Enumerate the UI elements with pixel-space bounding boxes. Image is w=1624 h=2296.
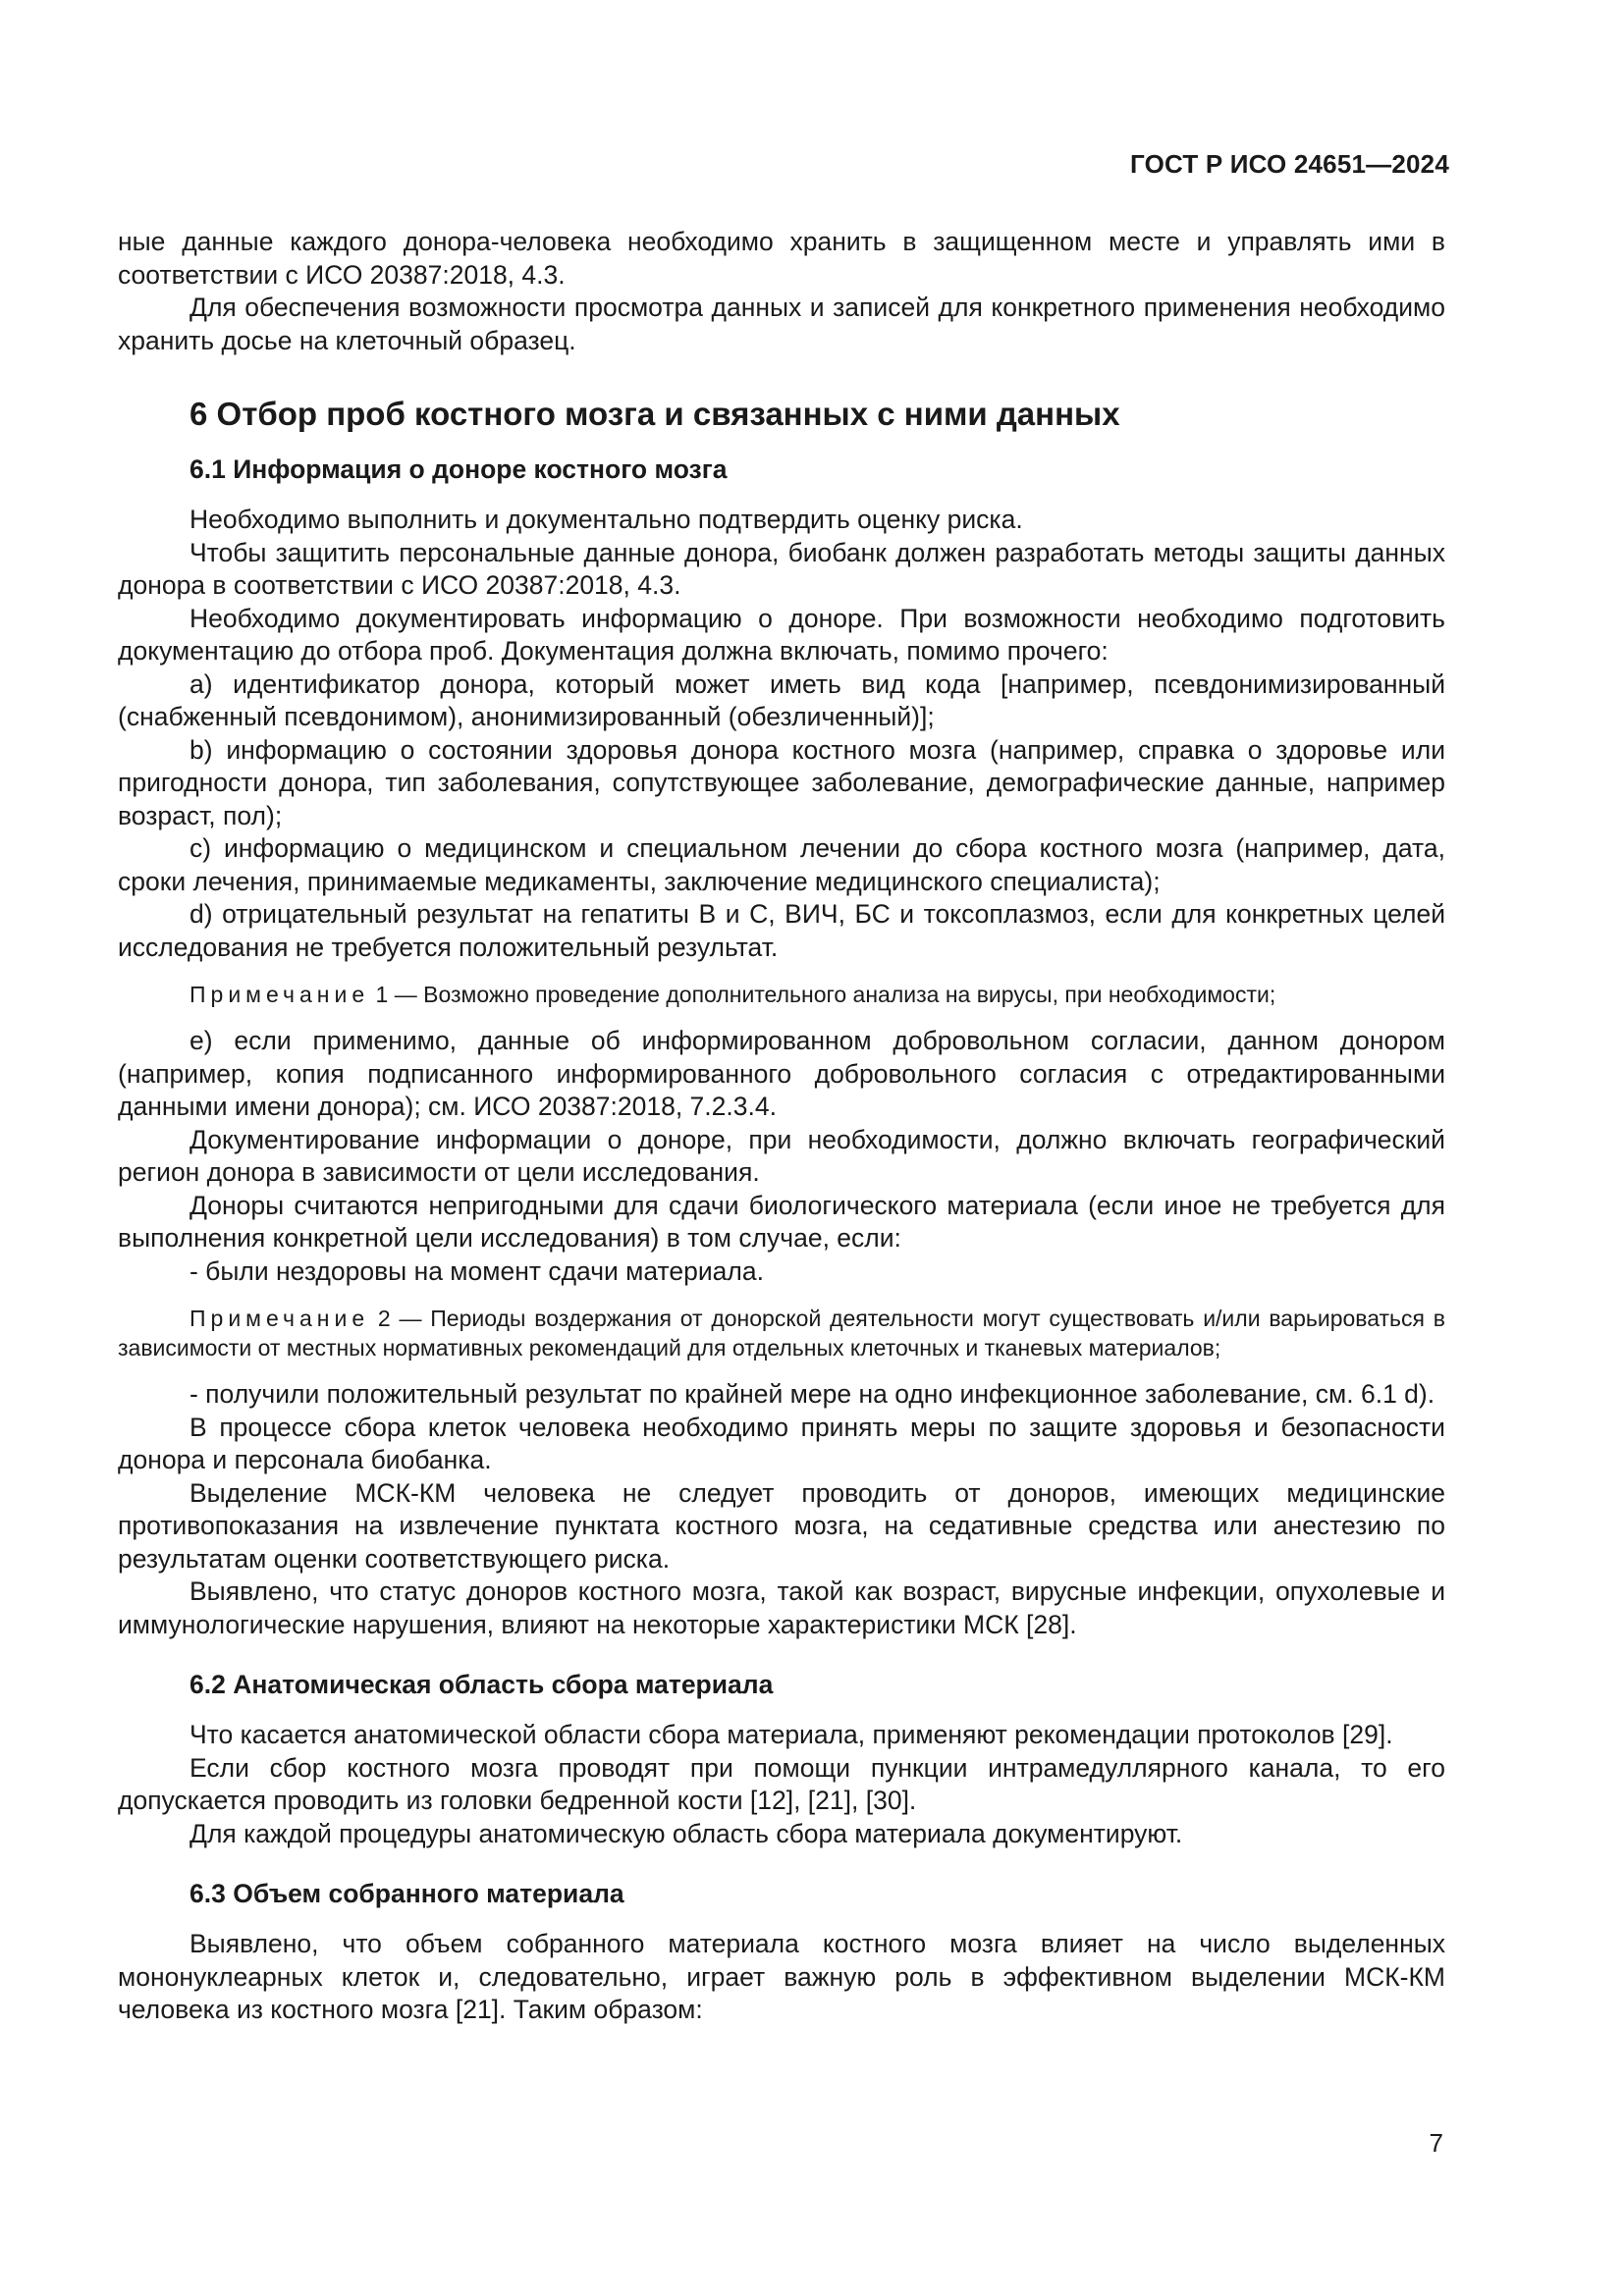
paragraph: Выделение МСК-КМ человека не следует проводить от доноров, имеющих медицинские противопоказания на извлечение пунктата костного мозга, на седативные средства или анестезию по результатам оценки соответствующего риска. (118, 1477, 1445, 1574)
dash-item: - были нездоровы на момент сдачи материала. (189, 1255, 764, 1286)
list-item: c) информацию о медицинском и специальном лечении до сбора костного мозга (например, дата, сроки лечения, принимаемые медикаменты, заключение медицинского специалиста); (118, 833, 1445, 896)
list-item: d) отрицательный результат на гепатиты В и С, ВИЧ, БС и токсоплазмоз, если для конкретных целей исследования не требуется положительный результат. (118, 899, 1445, 962)
paragraph: Для обеспечения возможности просмотра данных и записей для конкретного применения необходимо хранить досье на клеточный образец. (118, 293, 1445, 355)
note-text: 2 — Периоды воздержания от донорской деятельности могут существовать и/или варьироваться в зависимости от местных нормативных рекомендаций для отдельных клеточных и тканевых материалов; (118, 1306, 1445, 1361)
paragraph: Необходимо выполнить и документально подтвердить оценку риска. (189, 505, 1023, 534)
note-label: Примечание (189, 1306, 370, 1331)
paragraph: Если сбор костного мозга проводят при помощи пункции интрамедуллярного канала, то его допускается проводить из головки бедренной кости [12], [21], [30]. (118, 1752, 1445, 1815)
paragraph: Выявлено, что статус доноров костного мозга, такой как возраст, вирусные инфекции, опухолевые и иммунологические нарушения, влияют на некоторые характеристики МСК [28]. (118, 1576, 1445, 1639)
paragraph: Выявлено, что объем собранного материала костного мозга влияет на число выделенных мононуклеарных клеток и, следовательно, играет важную роль в эффективном выделении МСК-КМ человека из костного мозга [21]. Таким образом: (118, 1929, 1445, 2024)
note (118, 1304, 1445, 1362)
document-header: ГОСТ Р ИСО 24651—2024 (1129, 149, 1449, 179)
note-label: Примечание (189, 982, 370, 1007)
subsection-heading: 6.3 Объем собранного материала (189, 1879, 624, 1908)
paragraph: Необходимо документировать информацию о доноре. При возможности необходимо подготовить документацию до отбора проб. Документация должна включать, помимо прочего: (118, 603, 1445, 666)
list-item: e) если применимо, данные об информированном добровольном согласии, данном донором (например, копия подписанного информированного добровольного согласия с отредактированными данными имени донора); см. ИСО 20387:2018, 7.2.3.4. (118, 1026, 1445, 1121)
paragraph: Документирование информации о доноре, при необходимости, должно включать географический регион донора в зависимости от цели исследования. (118, 1124, 1445, 1187)
subsection-heading: 6.1 Информация о доноре костного мозга (189, 454, 728, 484)
paragraph: В процессе сбора клеток человека необходимо принять меры по защите здоровья и безопасности донора и персонала биобанка. (118, 1412, 1445, 1474)
paragraph: ные данные каждого донора-человека необходимо хранить в защищенном месте и управлять ими в соответствии с ИСО 20387:2018, 4.3. (118, 227, 1445, 290)
paragraph: Что касается анатомической области сбора материала, применяют рекомендации протоколов [29]. (189, 1720, 1393, 1749)
page-content (118, 226, 1445, 2027)
page-number: 7 (1429, 2128, 1443, 2158)
subsection-heading: 6.2 Анатомическая область сбора материала (189, 1670, 774, 1699)
list-item: a) идентификатор донора, который может иметь вид кода [например, псевдонимизированный (снабженный псевдонимом), анонимизированный (обезличенный)]; (118, 668, 1445, 731)
list-item: b) информацию о состоянии здоровья донора костного мозга (например, справка о здоровье или пригодности донора, тип заболевания, сопутствующее заболевание, демографические данные, например возраст, пол); (118, 734, 1445, 830)
paragraph: Чтобы защитить персональные данные донора, биобанк должен разработать методы защиты данных донора в соответствии с ИСО 20387:2018, 4.3. (118, 537, 1445, 600)
paragraph: Для каждой процедуры анатомическую область сбора материала документируют. (189, 1818, 1183, 1848)
section-heading: 6 Отбор проб костного мозга и связанных с ними данных (189, 396, 1120, 432)
note (118, 980, 1445, 1009)
note-text: 1 — Возможно проведение дополнительного анализа на вирусы, при необходимости; (369, 982, 1276, 1007)
dash-item: - получили положительный результат по крайней мере на одно инфекционное заболевание, см. 6.1 d). (189, 1379, 1435, 1409)
paragraph: Доноры считаются непригодными для сдачи биологического материала (если иное не требуется для выполнения конкретной цели исследования) в том случае, если: (118, 1190, 1445, 1253)
